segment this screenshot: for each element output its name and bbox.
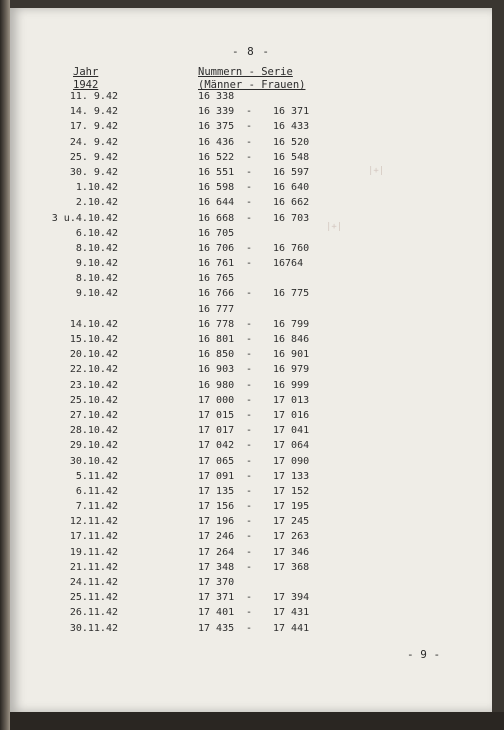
page-number: - 8 - <box>231 45 271 58</box>
table-row <box>10 364 492 379</box>
row-date: 21.11.42 <box>69 561 118 573</box>
row-number-from: 17 196 <box>198 516 235 528</box>
row-date: 17. 9.42 <box>69 121 118 133</box>
row-number-from: 16 706 <box>198 242 235 254</box>
row-number-to: 17 133 <box>273 470 310 482</box>
table-row <box>10 562 492 577</box>
row-date: 30.10.42 <box>69 455 118 467</box>
row-number-from: 17 371 <box>198 592 235 604</box>
row-date: 9.10.42 <box>75 258 118 270</box>
row-number-from: 16 765 <box>198 273 235 285</box>
table-row <box>10 243 492 258</box>
table-row <box>10 577 492 592</box>
row-number-to: 16 775 <box>273 288 310 300</box>
table-row <box>10 152 492 167</box>
row-dash: - <box>246 409 253 421</box>
row-number-to: 17 195 <box>273 501 310 513</box>
row-dash: - <box>246 425 253 437</box>
row-dash: - <box>246 470 253 482</box>
row-number-to: 17 245 <box>273 516 310 528</box>
row-dash: - <box>246 622 253 634</box>
row-number-from: 17 264 <box>198 546 235 558</box>
row-number-from: 16 980 <box>198 379 235 391</box>
row-number-to: 17 152 <box>273 485 310 497</box>
row-number-to: 16 548 <box>273 151 310 163</box>
row-dash: - <box>246 349 253 361</box>
row-number-to: 17 013 <box>273 394 310 406</box>
row-number-to: 17 441 <box>273 622 310 634</box>
row-number-from: 16 598 <box>198 182 235 194</box>
row-number-to: 17 016 <box>273 409 310 421</box>
table-row <box>10 319 492 334</box>
row-dash: - <box>246 334 253 345</box>
row-number-from: 16 903 <box>198 364 235 376</box>
row-number-from: 17 401 <box>198 607 235 619</box>
table-row <box>10 334 492 349</box>
row-number-to: 17 394 <box>273 592 310 604</box>
row-dash: - <box>246 121 253 133</box>
row-dash: - <box>246 318 253 330</box>
row-number-from: 16 705 <box>198 227 235 239</box>
row-dash: - <box>246 546 253 558</box>
row-number-from: 17 435 <box>198 622 235 634</box>
row-date: 3 u.4.10.42 <box>51 212 118 224</box>
row-number-to: 16764 <box>273 258 304 270</box>
table-row <box>10 380 492 395</box>
row-number-from: 16 761 <box>198 258 235 270</box>
row-date: 1.10.42 <box>75 182 118 194</box>
row-number-from: 16 777 <box>198 303 235 315</box>
year-column-label: Jahr <box>73 66 99 78</box>
row-number-to: 16 799 <box>273 318 310 330</box>
table-row <box>10 516 492 531</box>
row-date: 11. 9.42 <box>69 91 118 102</box>
series-column-subtitle: (Männer - Frauen) <box>198 79 306 91</box>
row-number-from: 17 042 <box>198 440 235 452</box>
row-number-from: 17 000 <box>198 394 235 406</box>
row-number-from: 16 339 <box>198 106 235 118</box>
row-dash: - <box>246 607 253 619</box>
row-date: 5.11.42 <box>75 470 118 482</box>
table-row <box>10 258 492 273</box>
table-row <box>10 349 492 364</box>
row-number-to: 16 662 <box>273 197 310 209</box>
row-dash: - <box>246 440 253 452</box>
row-number-from: 16 644 <box>198 197 235 209</box>
table-row <box>10 167 492 182</box>
row-number-from: 16 436 <box>198 136 235 148</box>
series-column-label: Nummern - Serie <box>198 66 293 78</box>
row-number-from: 17 156 <box>198 501 235 513</box>
row-number-from: 16 778 <box>198 318 235 330</box>
table-row <box>10 501 492 516</box>
row-dash: - <box>246 592 253 604</box>
row-dash: - <box>246 242 253 254</box>
row-number-to: 16 371 <box>273 106 310 118</box>
table-row <box>10 106 492 121</box>
row-date: 8.10.42 <box>75 273 118 285</box>
year-column-value: 1942 <box>73 79 99 91</box>
row-number-to: 17 431 <box>273 607 310 619</box>
row-date: 14. 9.42 <box>69 106 118 118</box>
row-dash: - <box>246 136 253 148</box>
row-number-from: 16 522 <box>198 151 235 163</box>
row-number-from: 17 065 <box>198 455 235 467</box>
row-dash: - <box>246 455 253 467</box>
row-date: 12.11.42 <box>69 516 118 528</box>
table-row <box>10 304 492 319</box>
row-number-to: 16 520 <box>273 136 310 148</box>
row-number-to: 16 433 <box>273 121 310 133</box>
row-date: 30.11.42 <box>69 622 118 634</box>
row-date: 19.11.42 <box>69 546 118 558</box>
row-date: 25.11.42 <box>69 592 118 604</box>
row-number-to: 16 597 <box>273 166 310 178</box>
row-dash: - <box>246 394 253 406</box>
row-number-from: 17 017 <box>198 425 235 437</box>
next-page-marker: - 9 - <box>407 648 441 661</box>
row-number-to: 16 760 <box>273 242 310 254</box>
table-row <box>10 531 492 546</box>
row-number-from: 17 348 <box>198 561 235 573</box>
row-dash: - <box>246 212 253 224</box>
table-row <box>10 440 492 455</box>
row-date: 26.11.42 <box>69 607 118 619</box>
row-date: 29.10.42 <box>69 440 118 452</box>
table-row <box>10 228 492 243</box>
row-number-to: 16 640 <box>273 182 310 194</box>
row-number-from: 16 766 <box>198 288 235 300</box>
row-date: 22.10.42 <box>69 364 118 376</box>
row-number-to: 17 346 <box>273 546 310 558</box>
row-date: 25. 9.42 <box>69 151 118 163</box>
row-date: 15.10.42 <box>69 334 118 345</box>
row-dash: - <box>246 151 253 163</box>
row-date: 8.10.42 <box>75 242 118 254</box>
row-date: 17.11.42 <box>69 531 118 543</box>
table-row <box>10 623 492 638</box>
table-row <box>10 471 492 486</box>
table-row <box>10 197 492 212</box>
row-dash: - <box>246 379 253 391</box>
row-date: 28.10.42 <box>69 425 118 437</box>
table-row <box>10 121 492 136</box>
row-number-from: 16 338 <box>198 91 235 102</box>
row-number-to: 16 703 <box>273 212 310 224</box>
row-dash: - <box>246 258 253 270</box>
row-date: 24.11.42 <box>69 577 118 588</box>
row-date: 7.11.42 <box>75 501 118 513</box>
table-row <box>10 607 492 622</box>
table-row <box>10 137 492 152</box>
row-number-from: 16 375 <box>198 121 235 133</box>
row-date: 20.10.42 <box>69 349 118 361</box>
table-row <box>10 213 492 228</box>
row-number-from: 17 091 <box>198 470 235 482</box>
row-dash: - <box>246 197 253 209</box>
row-number-to: 17 263 <box>273 531 310 543</box>
row-dash: - <box>246 501 253 513</box>
row-number-to: 16 846 <box>273 334 310 345</box>
row-date: 9.10.42 <box>75 288 118 300</box>
row-date: 6.11.42 <box>75 485 118 497</box>
row-dash: - <box>246 364 253 376</box>
row-number-from: 16 850 <box>198 349 235 361</box>
row-dash: - <box>246 182 253 194</box>
row-date: 27.10.42 <box>69 409 118 421</box>
row-date: 6.10.42 <box>75 227 118 239</box>
row-number-to: 16 979 <box>273 364 310 376</box>
table-row <box>10 425 492 440</box>
row-date: 30. 9.42 <box>69 166 118 178</box>
row-date: 24. 9.42 <box>69 136 118 148</box>
row-date: 14.10.42 <box>69 318 118 330</box>
row-number-to: 16 999 <box>273 379 310 391</box>
margin-mark: |+| <box>326 222 343 232</box>
series-table <box>10 91 492 638</box>
row-number-to: 17 041 <box>273 425 310 437</box>
row-dash: - <box>246 561 253 573</box>
row-number-from: 17 370 <box>198 577 235 588</box>
table-row <box>10 273 492 288</box>
row-number-from: 17 015 <box>198 409 235 421</box>
row-number-from: 17 246 <box>198 531 235 543</box>
row-dash: - <box>246 516 253 528</box>
row-date: 2.10.42 <box>75 197 118 209</box>
row-dash: - <box>246 166 253 178</box>
document-page <box>10 8 492 712</box>
binder-edge <box>0 0 10 730</box>
row-number-to: 17 090 <box>273 455 310 467</box>
scan-border <box>10 712 504 730</box>
row-dash: - <box>246 288 253 300</box>
row-number-from: 17 135 <box>198 485 235 497</box>
table-row <box>10 592 492 607</box>
row-number-to: 16 901 <box>273 349 310 361</box>
row-dash: - <box>246 531 253 543</box>
row-number-from: 16 801 <box>198 334 235 345</box>
table-row <box>10 410 492 425</box>
row-date: 25.10.42 <box>69 394 118 406</box>
row-date: 23.10.42 <box>69 379 118 391</box>
table-row <box>10 91 492 106</box>
table-row <box>10 288 492 303</box>
row-number-to: 17 368 <box>273 561 310 573</box>
table-row <box>10 182 492 197</box>
row-dash: - <box>246 485 253 497</box>
row-number-from: 16 551 <box>198 166 235 178</box>
table-row <box>10 486 492 501</box>
row-number-to: 17 064 <box>273 440 310 452</box>
row-number-from: 16 668 <box>198 212 235 224</box>
table-row <box>10 395 492 410</box>
margin-mark: |+| <box>368 166 385 176</box>
table-row <box>10 547 492 562</box>
row-dash: - <box>246 106 253 118</box>
table-row <box>10 456 492 471</box>
